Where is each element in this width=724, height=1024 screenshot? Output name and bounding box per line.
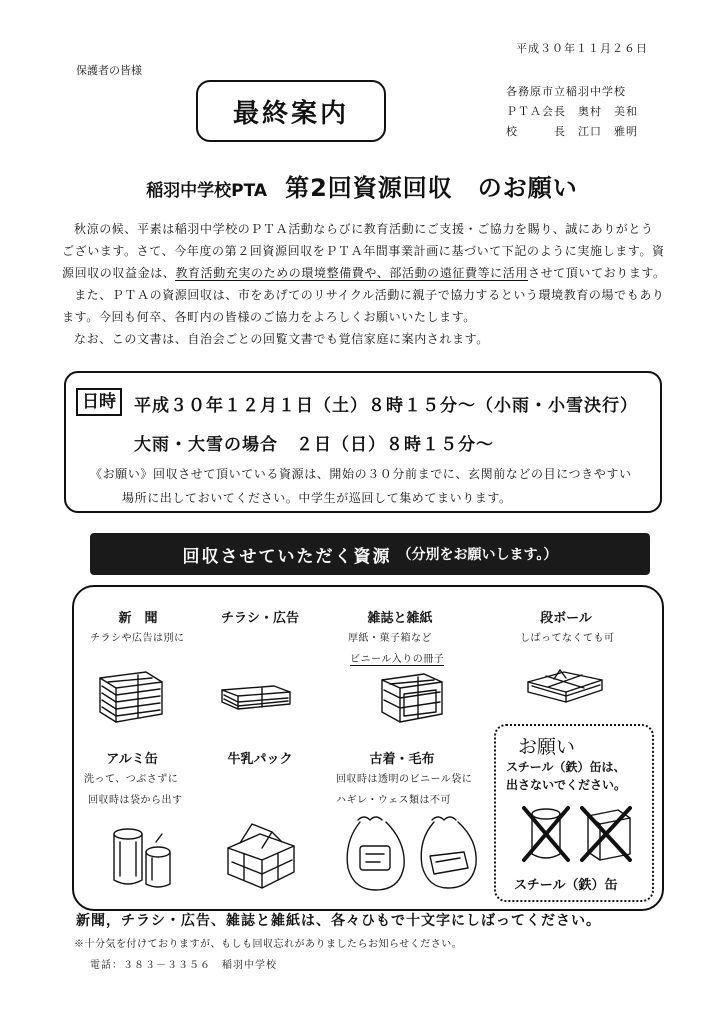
item-sub-aluminum-2: 回収時は袋から出す bbox=[88, 795, 183, 806]
p1-text-end: させて頂いております。 bbox=[527, 266, 666, 280]
body-text bbox=[62, 218, 666, 350]
contact-phone: 電話：３８３－３３５６ 稲羽中学校 bbox=[90, 960, 277, 971]
notice-line2: 出さないでください。 bbox=[506, 778, 627, 792]
magazine-bundle-icon bbox=[378, 668, 448, 726]
notice-line1: スチール（鉄）缶は、 bbox=[506, 760, 626, 774]
item-name-aluminum: アルミ缶 bbox=[106, 752, 158, 767]
p1-underlined: 教育活動充実のための環境整備費や、部活動の遠征費等に活用 bbox=[175, 266, 528, 280]
flyer-bundle-icon bbox=[218, 682, 294, 712]
item-name-newspaper: 新 聞 bbox=[118, 611, 158, 626]
item-sub-clothes: 回収時は透明のビニール袋に bbox=[336, 774, 473, 785]
item-sub-aluminum: 洗って、つぶさずに bbox=[84, 774, 179, 785]
paragraph-2: また、ＰＴＡの資源回収は、市をあげてのリサイクル活動に親子で協力するという環境教育の場でもあります。今回も何卒、各町内の皆様のご協力をよろしくお願いいたします。 bbox=[62, 288, 665, 324]
item-name-clothes: 古着・毛布 bbox=[369, 752, 435, 767]
schedule-note bbox=[90, 462, 656, 510]
item-name-flyer: チラシ・広告 bbox=[220, 611, 299, 626]
clothes-bags-icon bbox=[340, 812, 482, 896]
banner-title: 回収させていただく資源 bbox=[182, 546, 392, 567]
addressee: 保護者の皆様 bbox=[76, 64, 142, 77]
newspaper-bundle-icon bbox=[96, 668, 166, 726]
cardboard-bundle-icon bbox=[524, 666, 606, 706]
sender-line: ＰＴＡ会長 奥村 美和 bbox=[506, 105, 638, 118]
notice-label: スチール（鉄）缶 bbox=[514, 878, 618, 893]
sender-block bbox=[506, 82, 638, 142]
banner-subtitle: （分別をお願いします。） bbox=[397, 547, 558, 563]
milk-carton-bundle-icon bbox=[222, 818, 300, 892]
item-sub-cardboard: しばってなくても可 bbox=[520, 633, 615, 644]
title-main: 第2回資源回収 のお願い bbox=[285, 174, 578, 202]
item-sub-magazine-2: ビニール入りの冊子 bbox=[350, 650, 444, 666]
p1-text: 秋涼の候、平素は稲羽中学校のＰＴＡ活動ならびに教育活動にご支援・ご協力を賜り、誠にありがとうございます。さて、今年度の第２回資源回収をＰＴＡ年間事業計画に基づいて下記のように実施します。資源回収の収益金は、 bbox=[62, 222, 665, 280]
no-steel-cans-icon bbox=[518, 806, 634, 862]
tying-instruction: 新聞，チラシ・広告、雑誌と雑紙は、各々ひもで十文字にしばってください。 bbox=[76, 913, 601, 929]
schedule-alt: 大雨・大雪の場合 ２日（日）８時１５分～ bbox=[134, 435, 494, 455]
schedule-tag: 日時 bbox=[76, 388, 122, 416]
final-notice-box: 最終案内 bbox=[196, 80, 386, 142]
paragraph-3: なお、この文書は、自治会ごとの回覧文書でも覚信家庭に案内されます。 bbox=[74, 332, 489, 346]
item-sub-clothes-2: ハギレ・ウェス類は不可 bbox=[336, 795, 451, 806]
issue-date: 平成３０年１１月２６日 bbox=[516, 42, 648, 55]
title-org: 稲羽中学校PTA bbox=[146, 181, 268, 201]
item-name-milk: 牛乳パック bbox=[227, 752, 293, 767]
resource-banner bbox=[90, 533, 650, 575]
item-name-cardboard: 段ボール bbox=[540, 611, 592, 626]
item-sub-newspaper: チラシや広告は別に bbox=[90, 633, 185, 644]
sender-line: 校 長 江口 雅明 bbox=[506, 125, 638, 138]
item-sub-magazine: 厚紙・菓子箱など bbox=[348, 633, 432, 644]
aluminum-cans-icon bbox=[106, 820, 178, 890]
item-name-magazine: 雑誌と雑紙 bbox=[367, 611, 433, 626]
sender-line: 各務原市立稲羽中学校 bbox=[506, 85, 626, 98]
schedule-note-line1: 《お願い》回収させて頂いている資源は、開始の３０分前までに、玄関前などの目につきやすい bbox=[90, 467, 632, 481]
page-title bbox=[0, 168, 724, 203]
footnote: ※十分気を付けておりますが、もしも回収忘れがありましたらお知らせください。 bbox=[74, 939, 463, 950]
schedule-note-line2: 場所に出しておいてください。中学生が巡回して集めてまいります。 bbox=[122, 491, 512, 505]
paragraph-1 bbox=[62, 218, 666, 284]
notice-text bbox=[506, 758, 626, 794]
notice-title: お願い bbox=[518, 736, 576, 758]
schedule-main: 平成３０年１２月１日（土）８時１５分～（小雨・小雪決行） bbox=[134, 396, 638, 416]
